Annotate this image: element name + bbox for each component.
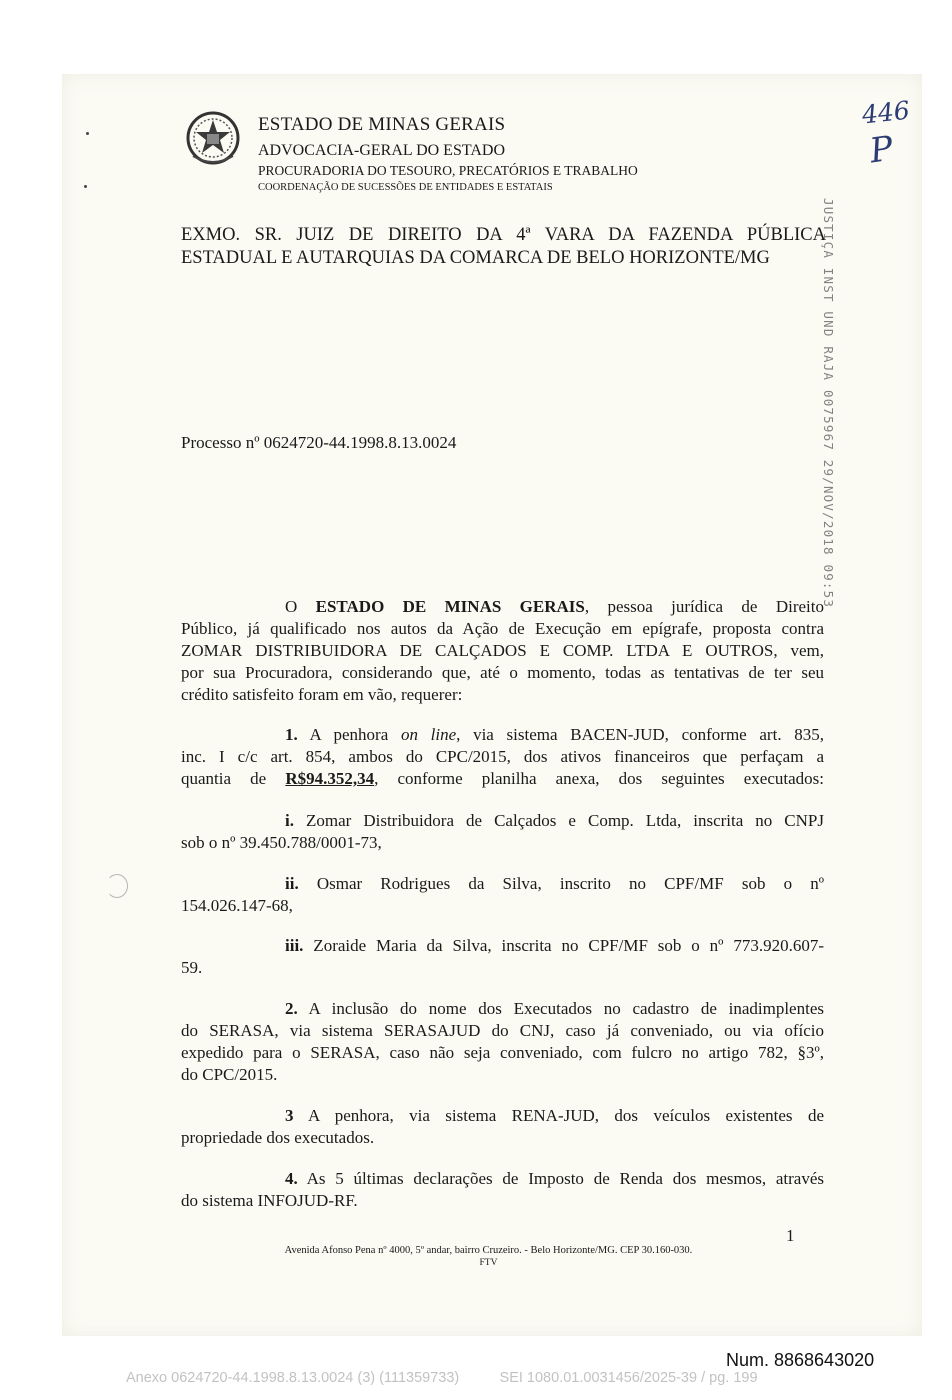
addressee-line-2: ESTADUAL E AUTARQUIAS DA COMARCA DE BELO HORIZONTE/MG <box>181 248 770 268</box>
request-item-4 <box>181 1168 824 1212</box>
item-line: expedido para o SERASA, caso não seja conveniado, com fulcro no artigo 782, §3º, <box>181 1043 824 1062</box>
item-line: propriedade dos executados. <box>181 1128 375 1147</box>
item-line: 59. <box>181 958 203 977</box>
item-line: sob o nº 39.450.788/0001-73, <box>181 833 382 852</box>
item-line: i. Zomar Distribuidora de Calçados e Comp. Ltda, inscrita no CNPJ <box>285 811 824 830</box>
protocol-stamp: JUSTIÇA INST UND RAJA 0075967 29/NOV/2018 09:53 <box>821 198 836 609</box>
sei-footer-right: SEI 1080.01.0031456/2025-39 / pg. 199 <box>499 1370 758 1386</box>
header-agency: ADVOCACIA-GERAL DO ESTADO <box>258 142 505 159</box>
intro-line: crédito satisfeito foram em vão, requerer: <box>181 685 463 704</box>
request-item-2 <box>181 998 824 1086</box>
process-number: Processo nº 0624720-44.1998.8.13.0024 <box>181 433 457 452</box>
item-line: 4. As 5 últimas declarações de Imposto de Renda dos mesmos, através <box>285 1169 824 1188</box>
intro-paragraph <box>181 596 824 706</box>
intro-line: por sua Procuradora, considerando que, até o momento, todas as tentativas de ter seu <box>181 663 824 682</box>
item-line: 3 A penhora, via sistema RENA-JUD, dos veículos existentes de <box>285 1106 824 1125</box>
intro-line: O ESTADO DE MINAS GERAIS, pessoa jurídica de Direito <box>285 597 824 616</box>
item-line: inc. I c/c art. 854, ambos do CPC/2015, dos ativos financeiros que perfaçam a <box>181 747 824 766</box>
addressee-line-1: EXMO. SR. JUIZ DE DIREITO DA 4ª VARA DA FAZENDA PÚBLICA <box>181 225 826 245</box>
request-item-3 <box>181 1105 824 1149</box>
intro-line: Público, já qualificado nos autos da Ação de Execução em epígrafe, proposta contra <box>181 619 824 638</box>
item-line: 154.026.147-68, <box>181 896 293 915</box>
item-line: iii. Zoraide Maria da Silva, inscrita no CPF/MF sob o nº 773.920.607- <box>285 936 824 955</box>
request-item-1 <box>181 724 824 790</box>
footer-address: Avenida Afonso Pena nº 4000, 5º andar, bairro Cruzeiro. - Belo Horizonte/MG. CEP 30.160-030. <box>284 1245 693 1256</box>
party-name: ESTADO DE MINAS GERAIS <box>315 597 585 616</box>
handwritten-page-mark: 446 <box>860 95 912 130</box>
scan-speck <box>86 132 89 135</box>
request-item-1-ii <box>181 873 824 917</box>
handwritten-initial: P <box>867 128 896 172</box>
item-line: do SERASA, via sistema SERASAJUD do CNJ, caso já conveniado, ou via ofício <box>181 1021 824 1040</box>
item-line: 2. A inclusão do nome dos Executados no cadastro de inadimplentes <box>285 999 824 1018</box>
amount: R$94.352,34 <box>285 769 375 788</box>
request-item-1-i <box>181 810 824 854</box>
sei-footer-left: Anexo 0624720-44.1998.8.13.0024 (3) (111359733) <box>126 1370 460 1386</box>
document-number: Num. 8868643020 <box>726 1350 875 1370</box>
page-number: 1 <box>786 1226 795 1245</box>
header-state: ESTADO DE MINAS GERAIS <box>258 114 506 135</box>
item-line: do CPC/2015. <box>181 1065 278 1084</box>
addressee <box>181 224 826 270</box>
item-line: ii. Osmar Rodrigues da Silva, inscrito no CPF/MF sob o nº <box>285 874 824 893</box>
item-line: 1. A penhora on line, via sistema BACEN-JUD, conforme art. 835, <box>285 725 825 744</box>
header-coordination: COORDENAÇÃO DE SUCESSÕES DE ENTIDADES E ESTATAIS <box>258 182 553 193</box>
item-line: do sistema INFOJUD-RF. <box>181 1191 358 1210</box>
item-line: quantia de R$94.352,34, conforme planilha anexa, dos seguintes executados: <box>181 769 824 788</box>
scan-speck <box>84 185 87 188</box>
intro-line: ZOMAR DISTRIBUIDORA DE CALÇADOS E COMP. LTDA E OUTROS, vem, <box>181 641 824 660</box>
footer-initials: FTV <box>479 1258 498 1268</box>
coat-of-arms-icon <box>185 108 241 168</box>
sei-footer <box>126 1370 758 1386</box>
request-item-1-iii <box>181 935 824 979</box>
punch-hole-mark <box>106 874 128 898</box>
header-department: PROCURADORIA DO TESOURO, PRECATÓRIOS E TRABALHO <box>258 163 638 178</box>
